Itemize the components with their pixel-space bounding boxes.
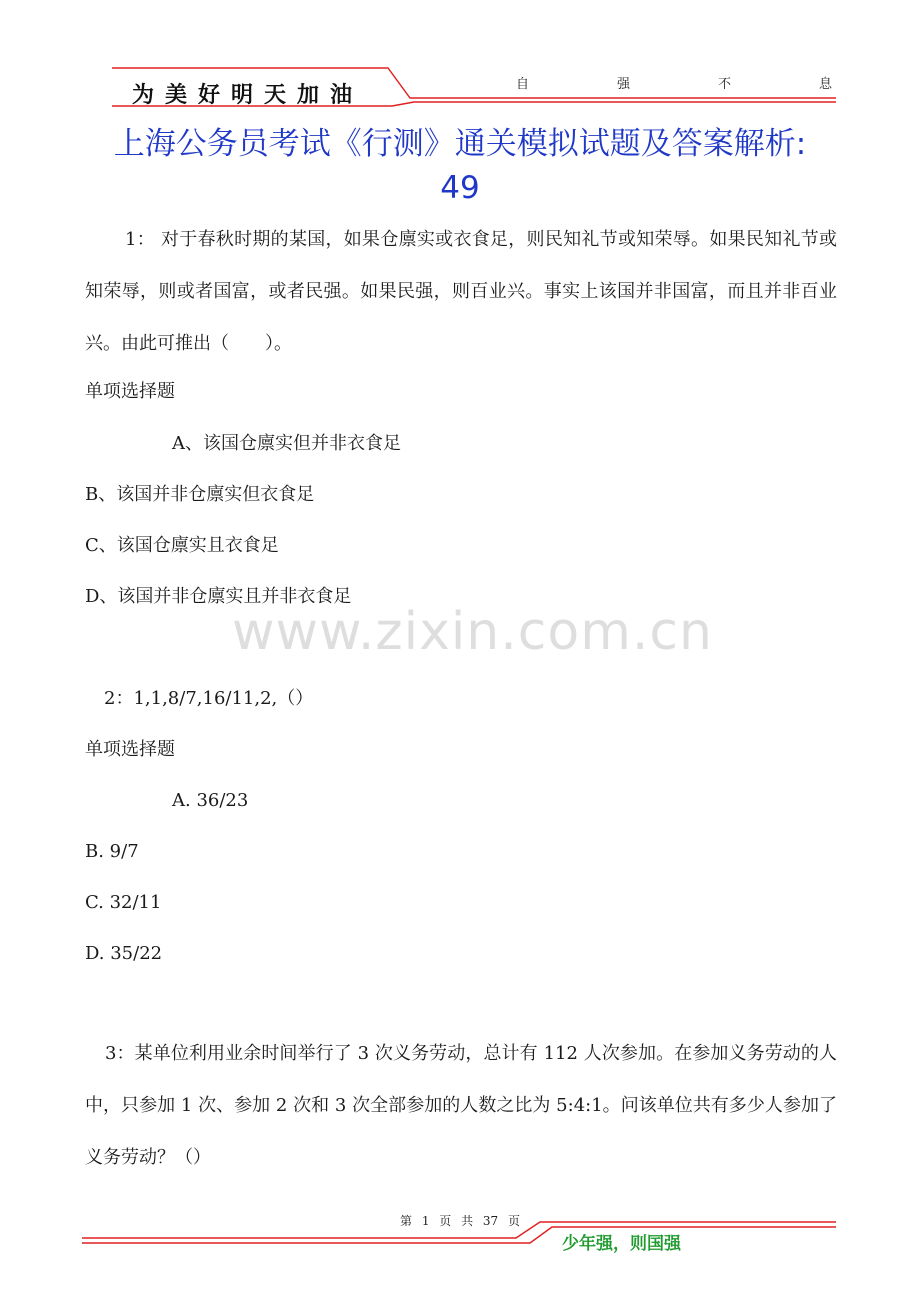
question-2-option-c: C. 32/11 [85,892,162,913]
header-slogan: 为美好明天加油 [132,83,364,108]
question-1-type: 单项选择题 [85,381,175,402]
header-rule [0,0,920,110]
question-1-stem: 1： 对于春秋时期的某国，如果仓廪实或衣食足，则民知礼节或知荣辱。如果民知礼节或知荣辱，则或者国富，或者民强。如果民强，则百业兴。事实上该国并非国富，而且并非百业兴。由此可推出（ ）。 [85,229,837,354]
question-2-option-b: B. 9/7 [85,841,139,862]
motto-char-3: 不 [717,77,731,92]
question-1-option-a: A、该国仓廪实但并非衣食足 [172,433,401,454]
question-3-stem: 3：某单位利用业余时间举行了 3 次义务劳动，总计有 112 人次参加。在参加义务劳动的人中，只参加 1 次、参加 2 次和 3 次全部参加的人数之比为 5:4:1。问该单位共有多少人参加了义务劳动？（） [85,1043,837,1168]
question-2-type: 单项选择题 [85,739,175,760]
question-1-option-b: B、该国并非仓廪实但衣食足 [85,484,315,505]
motto-char-4: 息 [818,77,832,92]
document-title: 上海公务员考试《行测》通关模拟试题及答案解析: [113,126,807,162]
question-2-stem: 2：1,1,8/7,16/11,2,（） [104,688,314,709]
watermark: www.zixin.com.cn [232,602,713,662]
question-1-option-c: C、该国仓廪实且衣食足 [85,535,279,556]
document-title-number: 49 [440,170,480,206]
motto-char-1: 自 [516,77,530,92]
question-2-option-a: A. 36/23 [172,790,249,811]
footer-slogan: 少年强，则国强 [562,1234,681,1254]
motto-char-2: 强 [616,77,630,92]
question-1-option-d: D、该国并非仓廪实且并非衣食足 [85,586,352,607]
page-number: 第 1 页 共 37 页 [400,1214,520,1228]
question-2-option-d: D. 35/22 [85,943,163,964]
